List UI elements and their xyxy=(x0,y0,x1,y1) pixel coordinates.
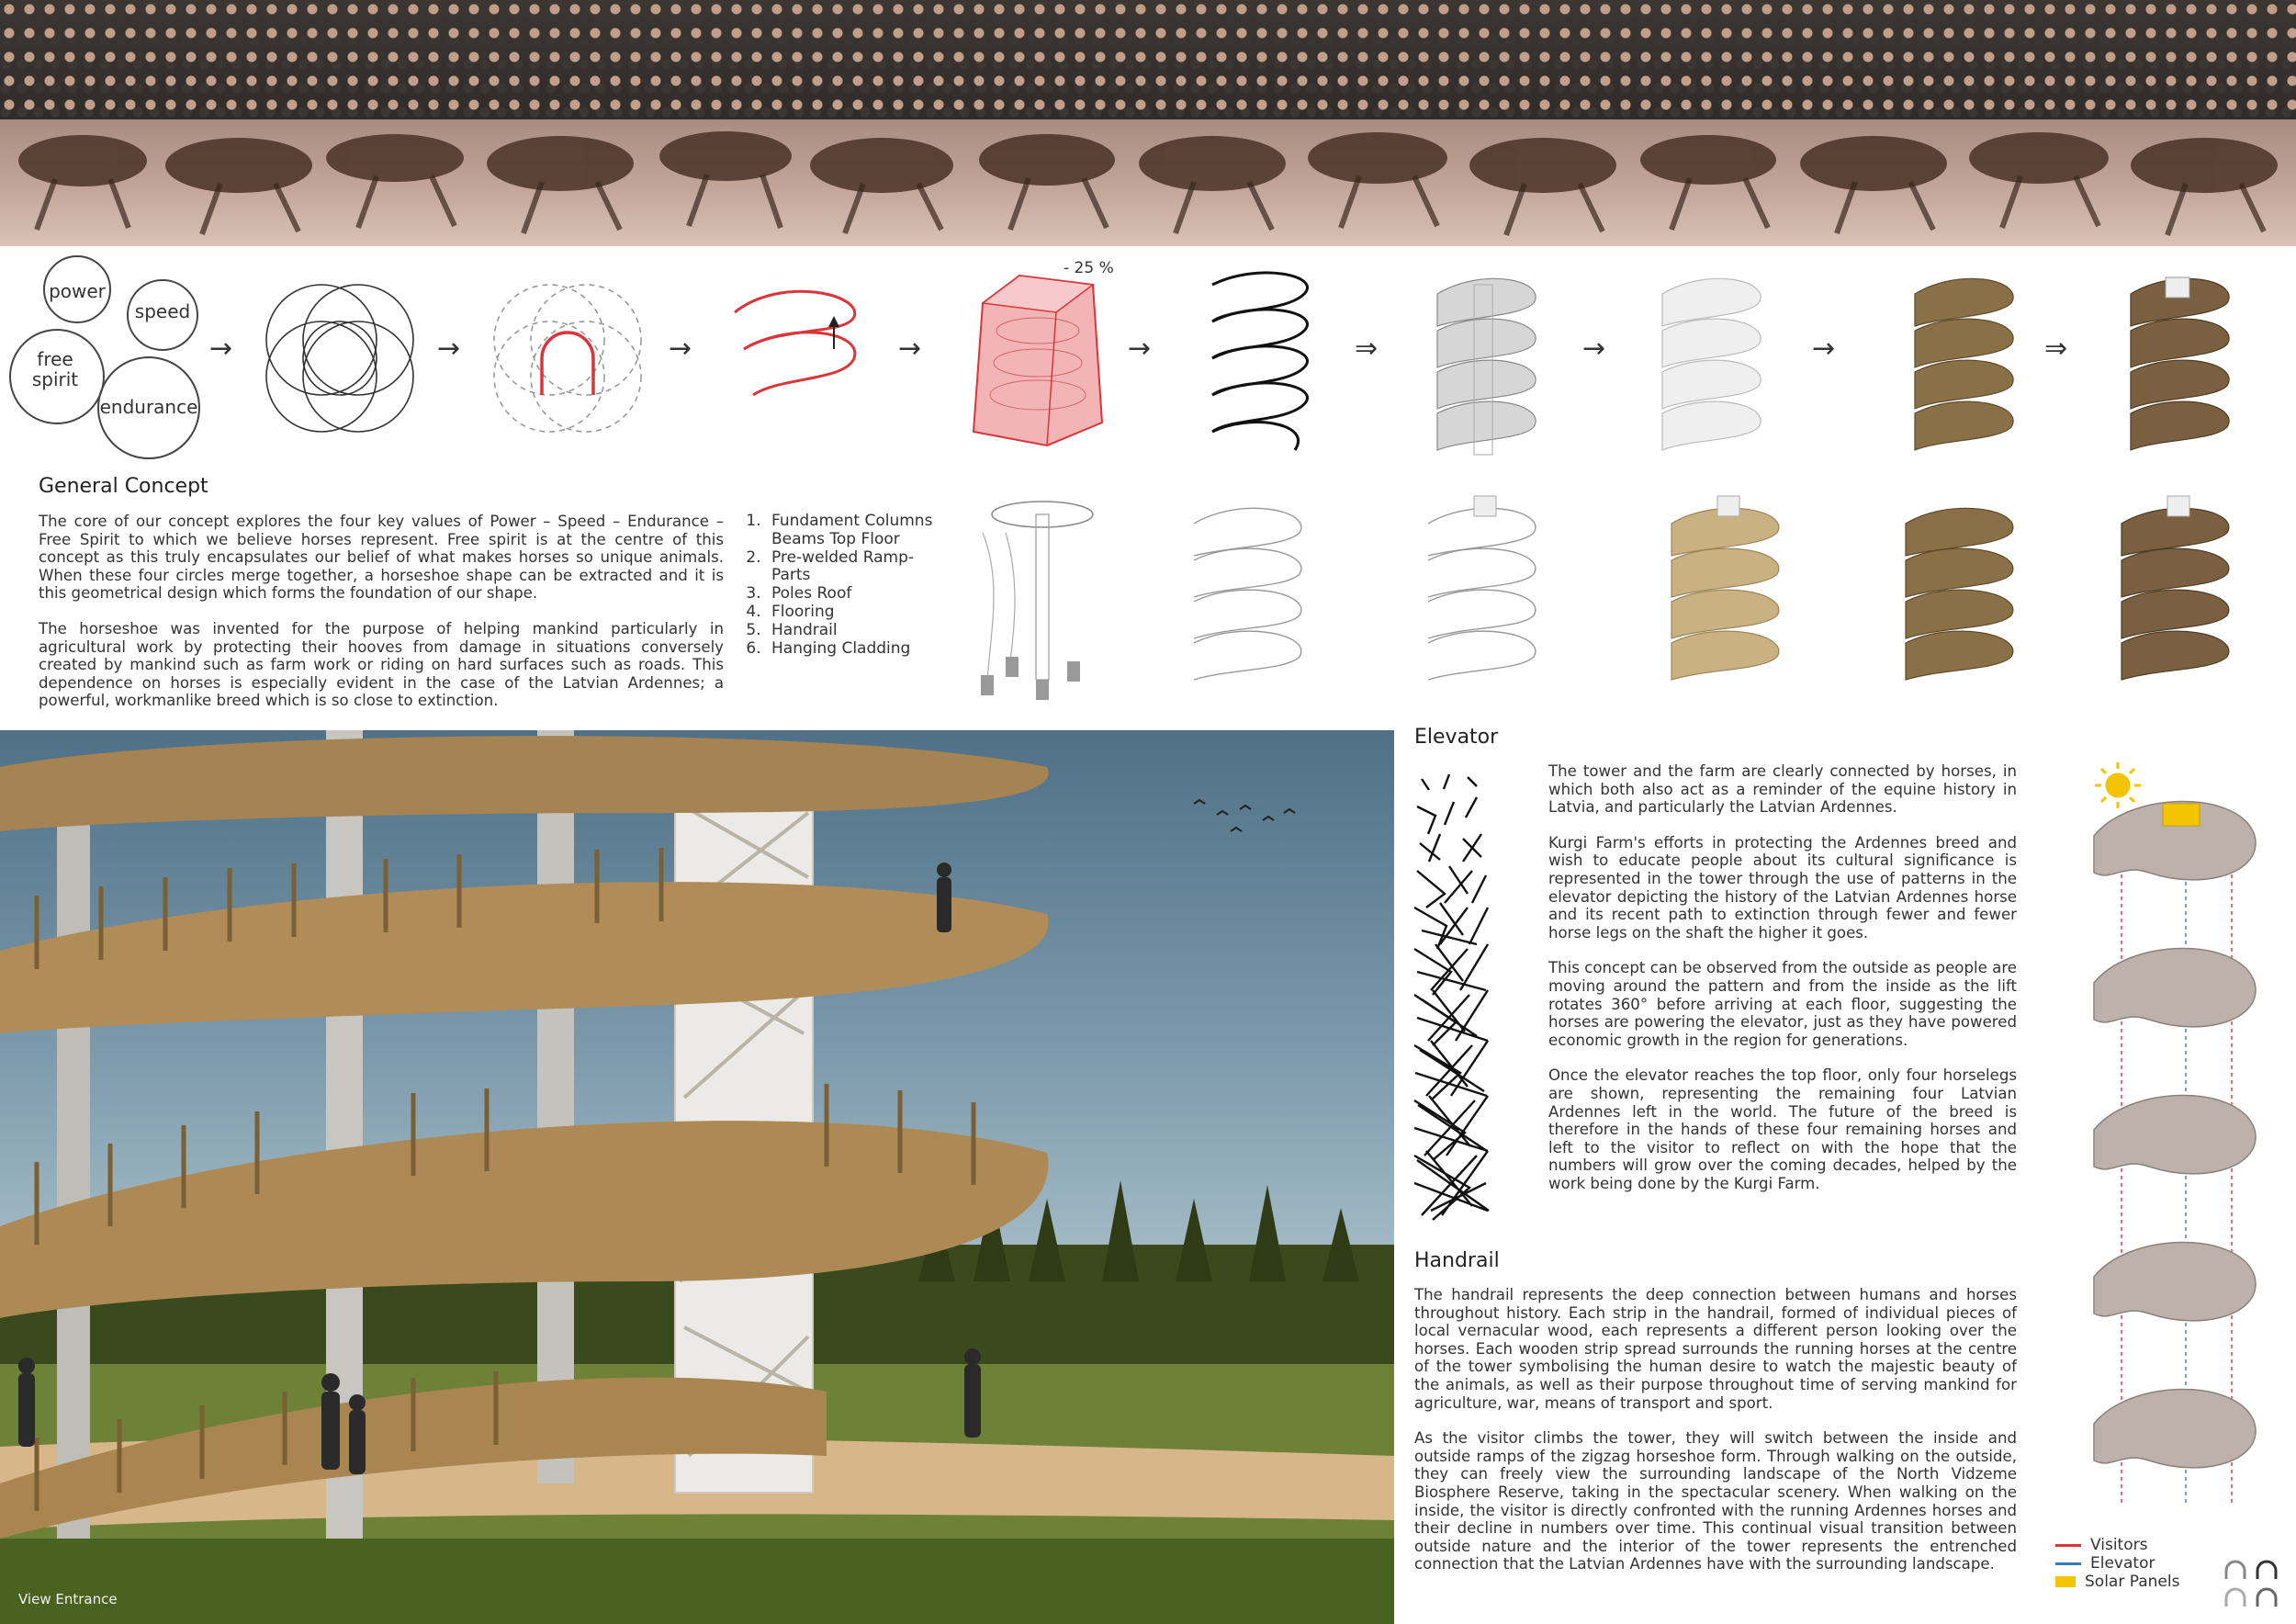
arrow-4: → xyxy=(898,333,922,365)
general-concept-paragraph: The horseshoe was invented for the purpose of helping mankind particularly in agricultural work by protecting their hooves from damage in situations conversely created by mankind such as farm work or riding on hard surfaces such as roads. This dependence on horses is especially evident in the case of the Latvian Ardennes; a powerful, workmanlike breed which is so close to extinction. xyxy=(39,619,724,710)
arrow-2: → xyxy=(437,333,461,365)
legend-label: Visitors xyxy=(2090,1536,2148,1554)
legend-solar-panels xyxy=(2055,1573,2179,1591)
construction-stage-cladding xyxy=(2103,487,2250,689)
arrow-5: → xyxy=(1128,333,1152,365)
label-speed: speed xyxy=(134,300,191,322)
elevator-paragraph: The tower and the farm are clearly connected by horses, in which both also act as a reminder of the equine history in Latvia, and particularly the Latvian Ardennes. xyxy=(1548,762,2017,817)
horse-silhouettes xyxy=(0,119,2296,246)
construction-step: 5. Handrail xyxy=(766,622,940,640)
exploded-floor-diagram xyxy=(2057,753,2278,1552)
general-concept-text xyxy=(39,513,724,727)
elevator-paragraph: Kurgi Farm's efforts in protecting the Ardennes breed and wish to educate people about its cultural significance is represented in the tower through the use of patterns in the elevator depicting the history of the Latvian Ardennes horse and its recent path to extinction through fewer and fewer horse legs on the shaft the higher it goes. xyxy=(1548,833,2017,942)
arrow-3: → xyxy=(669,333,692,365)
construction-step-list xyxy=(742,513,940,658)
spiral-ramp-diagram xyxy=(726,276,872,413)
construction-step: 3. Poles Roof xyxy=(766,585,940,603)
elevator-text xyxy=(1548,762,2017,1210)
visitors-swatch xyxy=(2055,1544,2081,1547)
construction-step: 1. Fundament Columns Beams Top Floor xyxy=(766,513,940,549)
running-horses-photo xyxy=(0,119,2296,246)
horseshoe-icon xyxy=(2226,1562,2245,1579)
elevator-paragraph: Once the elevator reaches the top floor, only four horselegs are shown, representing the remaining four Latvian Ardennes left in the world. The future of the breed is therefore in the hands of these four remaining horses and left to the visitor to reflect on with the hope that the numbers will grow over the coming decades, helped by the work being done by the Kurgi Farm. xyxy=(1548,1066,2017,1192)
elevator-heading: Elevator xyxy=(1414,726,1499,749)
construction-stage-handrail xyxy=(1887,487,2034,689)
horseshoe-icons xyxy=(2221,1556,2285,1611)
arrow-6: → xyxy=(1582,333,1606,365)
taper-percent-label: - 25 % xyxy=(1064,259,1114,277)
concept-circles xyxy=(0,246,220,457)
double-arrow-2: ⇒ xyxy=(2044,333,2068,365)
elevator-paragraph: This concept can be observed from the outside as people are moving around the pattern and from the inside as the lift rotates 360° before arriving at each floor, suggesting the horses are powering the elevator, just as they have powered economic growth in the region for generations. xyxy=(1548,959,2017,1049)
label-free-spirit: free spirit xyxy=(31,348,79,390)
construction-stage-poles xyxy=(1410,487,1557,689)
general-concept-paragraph: The core of our concept explores the four key values of Power – Speed – Endurance – Free Spirit to which we believe horses represent. Free spirit is at the centre of this concept as this truly encapsulates our belief of what makes horses so unique animals. When these four circles merge together, a horseshoe shape can be extracted and it is this geometrical design which forms the foundation of our shape. xyxy=(39,513,724,603)
handrail-paragraph: The handrail represents the deep connection between humans and horses throughout history. Each strip in the handrail, formed of individual pieces of local vernacular wood, each represents a different person looking over the horses. Each wooden strip spread surrounds the running horses at the centre of the tower symbolising the human desire to watch the majestic beauty of the animals, as well as their purpose throughout time of serving mankind for agriculture, war, means of transport and sport. xyxy=(1414,1286,2017,1412)
construction-step: 4. Flooring xyxy=(766,603,940,622)
construction-step: 6. Hanging Cladding xyxy=(766,640,940,659)
arrow-7: → xyxy=(1812,333,1836,365)
banner-photo xyxy=(0,0,2296,246)
construction-stage-ramps xyxy=(1176,496,1322,689)
horse-leg-pattern xyxy=(1412,770,1490,1229)
tower-model-wood xyxy=(1887,266,2034,459)
construction-stage-foundation xyxy=(964,496,1102,707)
horseshoe-icon xyxy=(2226,1589,2245,1607)
handrail-paragraph: As the visitor climbs the tower, they will switch between the inside and outside ramps of the zigzag horseshoe form. Through walking on the outside, they can freely view the surrounding landscape of the North Vidzeme Biosphere Reserve, taking in the spectacular scenery. When walking on the inside, the visitor is directly confronted with the running Ardennes horses and their decline in numbers over time. This continual visual transition between outside nature and the interior of the tower represents the entrenched connection that the Latvian Ardennes have with the surrounding landscape. xyxy=(1414,1429,2017,1573)
legend-elevator xyxy=(2055,1554,2155,1573)
horseshoe-extraction-diagram xyxy=(476,266,659,450)
legend-visitors xyxy=(2055,1536,2147,1554)
tower-model-structure xyxy=(1410,266,1557,459)
construction-stage-flooring xyxy=(1653,487,1800,689)
crowd-photo xyxy=(0,0,2296,129)
handrail-text xyxy=(1414,1286,2017,1591)
solar-panels-swatch xyxy=(2055,1576,2076,1587)
tower-render xyxy=(0,730,1394,1624)
tower-render-illustration xyxy=(0,730,1394,1624)
double-arrow-1: ⇒ xyxy=(1355,333,1379,365)
legend-label: Solar Panels xyxy=(2085,1573,2180,1591)
render-caption: View Entrance xyxy=(18,1591,118,1607)
spiral-line-diagram xyxy=(1194,266,1322,459)
handrail-heading: Handrail xyxy=(1414,1249,1500,1272)
horseshoe-icon xyxy=(2257,1562,2276,1579)
construction-step: 2. Pre-welded Ramp-Parts xyxy=(766,549,940,586)
tower-model-final xyxy=(2103,266,2250,459)
label-endurance: endurance xyxy=(99,396,198,418)
elevator-swatch xyxy=(2055,1562,2081,1565)
general-concept-heading: General Concept xyxy=(39,475,208,498)
legend-label: Elevator xyxy=(2090,1554,2155,1573)
label-power: power xyxy=(49,280,106,302)
merged-circles-diagram xyxy=(248,266,432,450)
tapered-volume-diagram xyxy=(964,266,1111,450)
horseshoe-icon xyxy=(2257,1589,2276,1607)
arrow-1: → xyxy=(209,333,233,365)
tower-model-light xyxy=(1635,266,1782,459)
sun-icon xyxy=(2095,762,2141,808)
